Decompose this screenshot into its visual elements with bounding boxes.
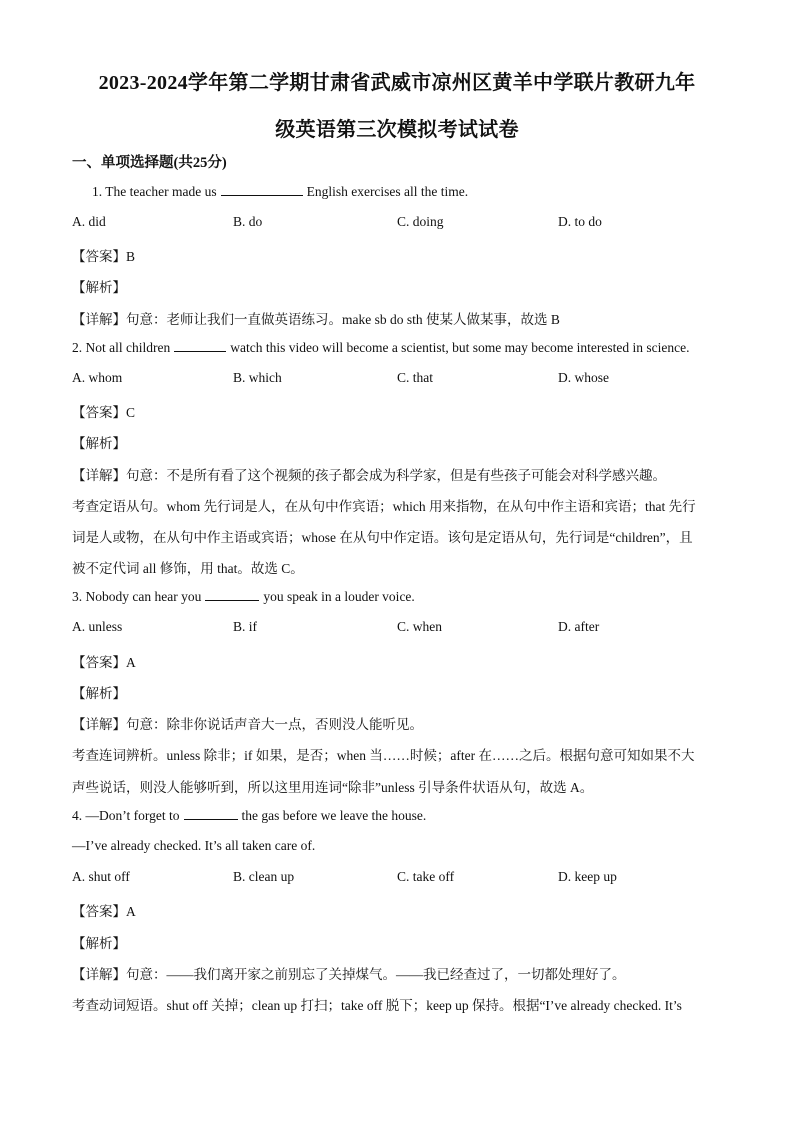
q3-option-c: C. when	[397, 619, 442, 634]
q2-explanation-1: 考查定语从句。whom 先行词是人，在从句中作宾语；which 用来指物，在从句中作主语和宾语；that 先行	[72, 499, 696, 514]
q4-option-d: D. keep up	[558, 869, 617, 884]
question-1-stem	[92, 183, 742, 200]
q3-option-a: A. unless	[72, 619, 123, 634]
q4-option-a: A. shut off	[72, 869, 130, 884]
answer-blank	[205, 588, 259, 601]
question-4-stem-start: 4. —Don’t forget to	[72, 808, 180, 823]
q4-option-c: C. take off	[397, 869, 455, 884]
q3-detail: 【详解】句意：除非你说话声音大一点，否则没人能听见。	[72, 717, 423, 732]
q2-answer: 【答案】C	[72, 405, 136, 420]
q3-explanation-1: 考查连词辨析。unless 除非；if 如果，是否；when 当……时候；after 在……之后。根据句意可知如果不大	[72, 748, 695, 763]
q1-option-d: D. to do	[558, 214, 602, 229]
question-4-stem	[72, 807, 722, 824]
q2-explanation-3: 被不定代词 all 修饰，用 that。故选 C。	[72, 561, 304, 576]
q4-option-b: B. clean up	[233, 869, 295, 884]
q2-option-c: C. that	[397, 370, 433, 385]
answer-blank	[221, 183, 303, 196]
question-2-stem-start: 2. Not all children	[72, 340, 171, 355]
answer-blank	[174, 339, 226, 352]
q1-analysis-label: 【解析】	[72, 280, 126, 295]
section-heading: 一、单项选择题(共25分)	[72, 155, 227, 171]
question-3-stem-end: you speak in a louder voice.	[263, 589, 415, 604]
exam-title-line2: 级英语第三次模拟考试试卷	[275, 119, 519, 141]
q2-option-d: D. whose	[558, 370, 609, 385]
q4-answer: 【答案】A	[72, 904, 136, 919]
q2-analysis-label: 【解析】	[72, 436, 126, 451]
q2-option-a: A. whom	[72, 370, 123, 385]
question-3-stem-start: 3. Nobody can hear you	[72, 589, 202, 604]
answer-blank	[184, 807, 238, 820]
q4-detail: 【详解】句意：——我们离开家之前别忘了关掉煤气。——我已经查过了，一切都处理好了。	[72, 967, 626, 982]
question-1-stem-end: English exercises all the time.	[306, 184, 469, 199]
q1-detail: 【详解】句意：老师让我们一直做英语练习。make sb do sth 使某人做某事，故选 B	[72, 312, 560, 327]
q4-explanation-1: 考查动词短语。shut off 关掉；clean up 打扫；take off 脱下；keep up 保持。根据“I’ve already checked. It’s	[72, 998, 682, 1013]
q3-analysis-label: 【解析】	[72, 686, 126, 701]
q1-option-c: C. doing	[397, 214, 444, 229]
question-4-reply: —I’ve already checked. It’s all taken care of.	[72, 838, 316, 853]
question-2-stem-end: watch this video will become a scientist, but some may become interested in science.	[230, 340, 690, 355]
q1-option-a: A. did	[72, 214, 106, 229]
q2-explanation-2: 词是人或物，在从句中作主语或宾语；whose 在从句中作定语。该句是定语从句，先行词是“children”，且	[72, 530, 693, 545]
q1-option-b: B. do	[233, 214, 263, 229]
q3-explanation-2: 声些说话，则没人能够听到，所以这里用连词“除非”unless 引导条件状语从句，故选 A。	[72, 780, 594, 795]
q3-option-d: D. after	[558, 619, 600, 634]
q1-answer: 【答案】B	[72, 249, 136, 264]
question-2-stem	[72, 339, 722, 356]
question-3-stem	[72, 588, 722, 605]
q3-answer: 【答案】A	[72, 655, 136, 670]
q2-option-b: B. which	[233, 370, 282, 385]
q3-option-b: B. if	[233, 619, 258, 634]
q2-detail: 【详解】句意：不是所有看了这个视频的孩子都会成为科学家，但是有些孩子可能会对科学感兴趣。	[72, 468, 666, 483]
question-1-stem-start: 1. The teacher made us	[92, 184, 217, 199]
question-4-stem-end: the gas before we leave the house.	[241, 808, 427, 823]
exam-title-line1: 2023-2024学年第二学期甘肃省武威市凉州区黄羊中学联片教研九年	[98, 72, 696, 94]
q4-analysis-label: 【解析】	[72, 936, 126, 951]
